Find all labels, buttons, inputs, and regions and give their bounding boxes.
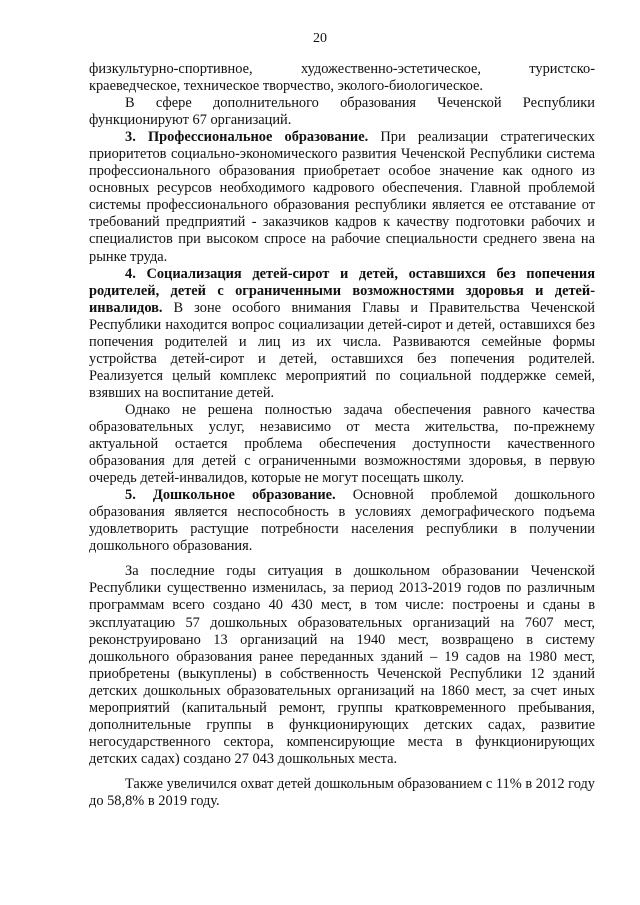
paragraph-3	[89, 129, 595, 265]
section-3-heading: 3. Профессиональное образование.	[125, 129, 369, 146]
section-4-heading: 4. Социализация детей-сирот и детей, оставшихся без попечения родителей, детей с ограниченными возможностями здоровья и детей-инвалидов.	[89, 265, 595, 316]
paragraph-5	[89, 402, 595, 487]
paragraph-1-text: физкультурно-спортивное, художественно-эстетическое, туристско-краеведческое, техническое творчество, эколого-биологическое.	[89, 61, 595, 95]
paragraph-7-text: За последние годы ситуация в дошкольном образовании Чеченской Республики существенно изменилась, за период 2013-2019 годов по различным программам всего создано 40 430 мест, в том числе: построены и сданы в эксплуатацию 57 дошкольных образовательных организаций на 7607 мест, реконструировано 13 организаций на 1940 мест, возвращено в систему дошкольного образования ранее переданных зданий – 19 садов на 1980 мест, приобретены (выкуплены) в собственность Чеченской Республики 12 зданий детских дошкольных образовательных организаций на 1860 мест, за счет иных мероприятий (капитальный ремонт, группы кратковременного пребывания, дополнительные группы в функционирующих детских садах, развитие негосударственного сектора, компенсирующие места в функционирующих детских садах) создано 27 043 дошкольных места.	[89, 563, 595, 767]
document-body	[89, 61, 595, 810]
paragraph-8	[89, 776, 595, 810]
paragraph-6	[89, 487, 595, 555]
section-5-heading: 5. Дошкольное образование.	[125, 487, 336, 504]
paragraph-6-text: Основной проблемой дошкольного образования является неспособность в условиях демографического подъема удовлетворить растущие потребности населения республики в получении дошкольного образования.	[89, 487, 595, 555]
paragraph-7	[89, 563, 595, 768]
paragraph-4	[89, 266, 595, 402]
paragraph-8-text: Также увеличился охват детей дошкольным образованием с 11% в 2012 году до 58,8% в 2019 году.	[89, 775, 595, 809]
paragraph-5-text: Однако не решена полностью задача обеспечения равного качества образовательных услуг, независимо от места жительства, по-прежнему актуальной остается проблема обеспечения доступности качественного образования для детей с ограниченными возможностями здоровья, в первую очередь детей-инвалидов, которые не могут посещать школу.	[89, 401, 595, 487]
page-number: 20	[313, 31, 327, 46]
paragraph-2-text: В сфере дополнительного образования Чеченской Республики функционируют 67 организаций.	[89, 95, 595, 129]
paragraph-2	[89, 95, 595, 129]
paragraph-1	[89, 61, 595, 95]
paragraph-3-text: При реализации стратегических приоритетов социально-экономического развития Чеченской Республики система профессионального образования приобретает особое значение как одного из основных ресурсов необходимого кадрового обеспечения. Главной проблемой системы профессионального образования республики является ее отставание от требований предприятий - заказчиков кадров к качеству подготовки рабочих и специалистов при высоком спросе на рабочие специальности среднего звена на рынке труда.	[89, 129, 595, 265]
paragraph-4-text: В зоне особого внимания Главы и Правительства Чеченской Республики находится вопрос социализации детей-сирот и детей, оставшихся без попечения родителей и лиц из их числа. Развиваются семейные формы устройства детей-сирот и детей, оставшихся без попечения родителей. Реализуется целый комплекс мероприятий по социальной поддержке семей, взявших на воспитание детей.	[89, 299, 595, 401]
